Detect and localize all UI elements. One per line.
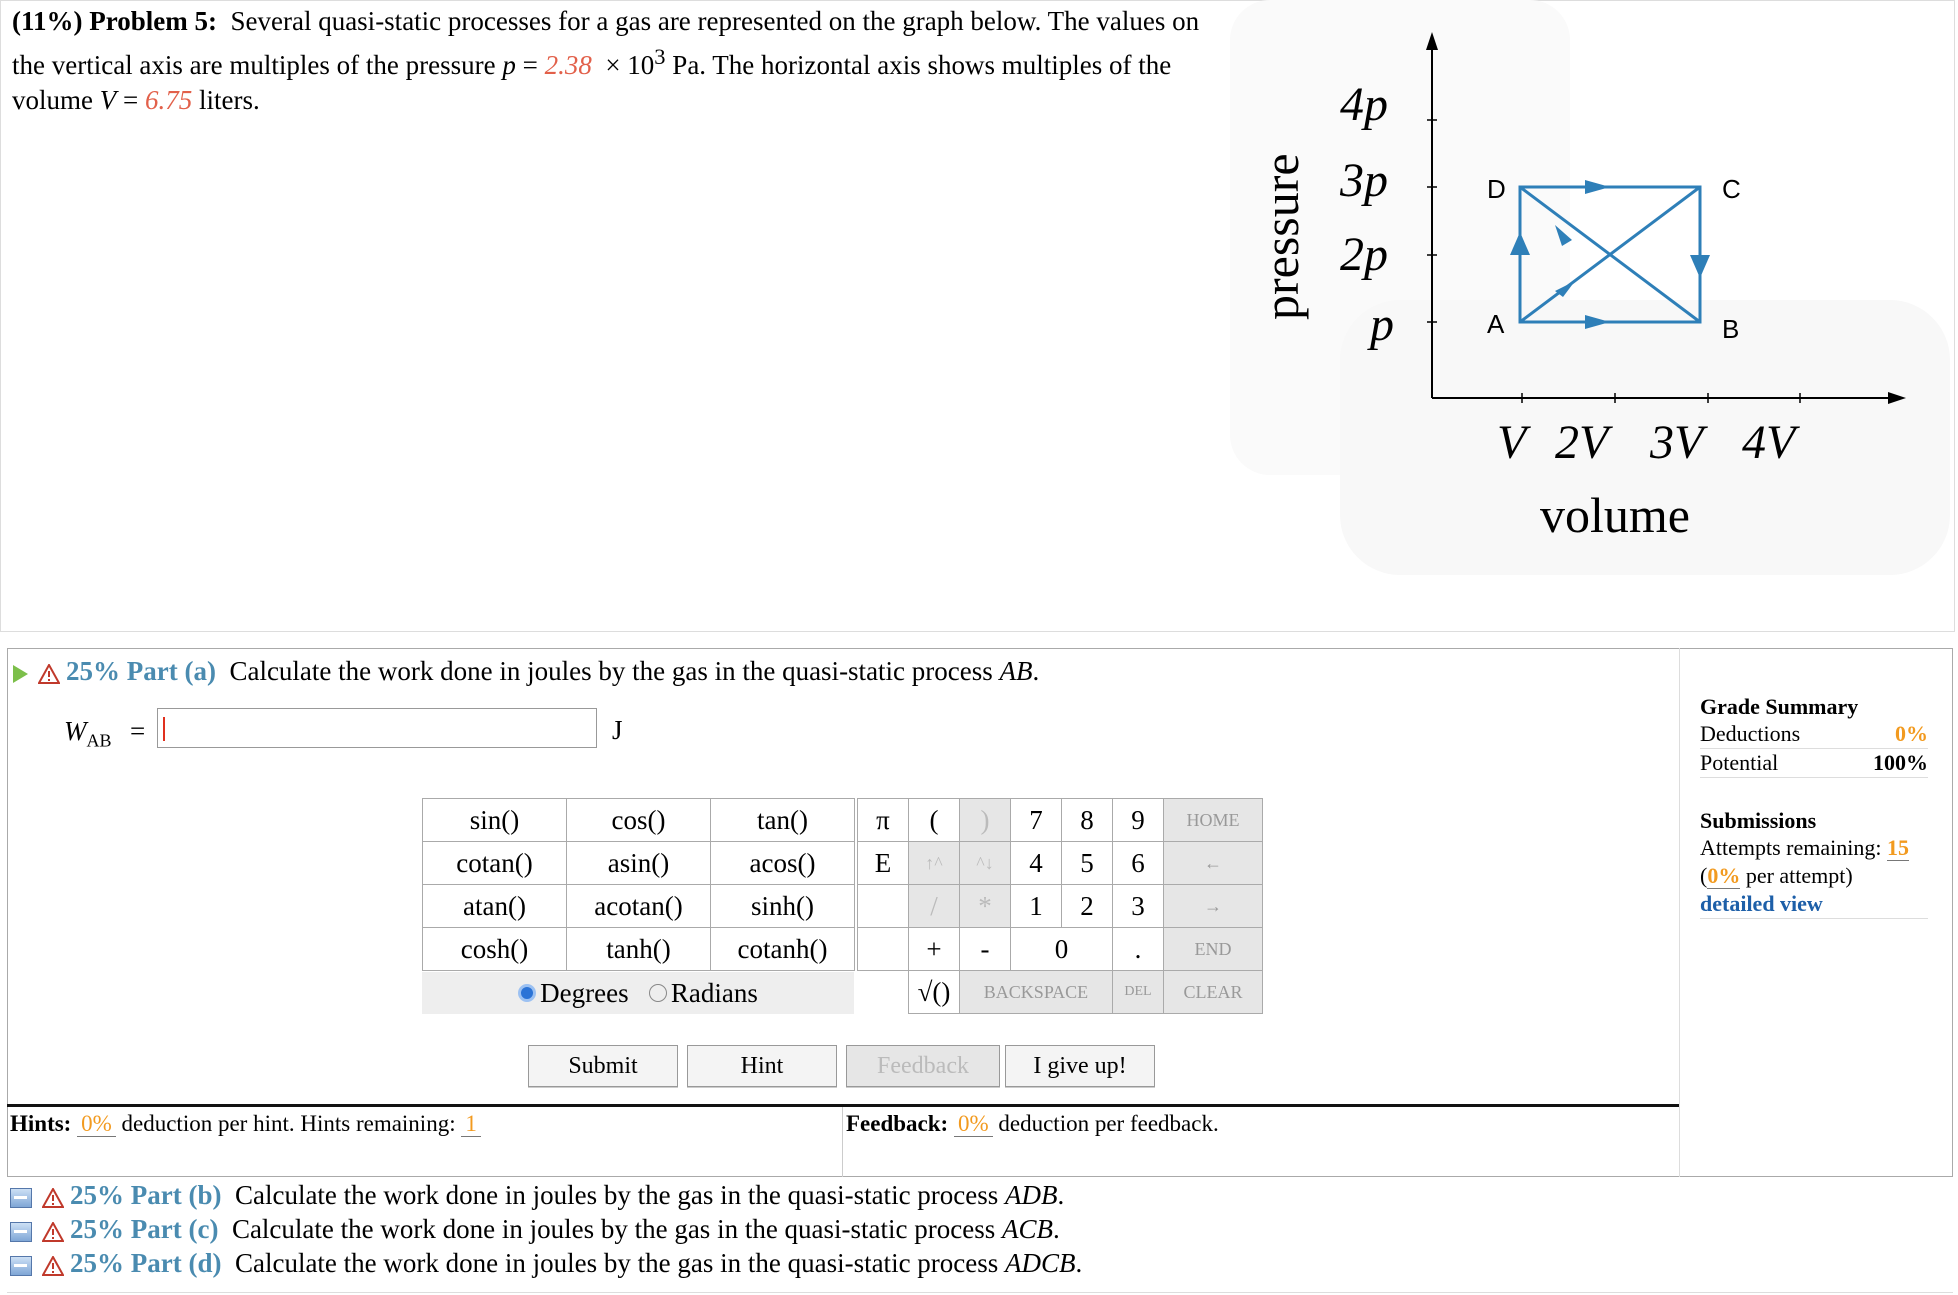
text-cursor bbox=[163, 717, 165, 741]
key-acotan[interactable]: acotan() bbox=[567, 885, 711, 928]
feedback-info: Feedback: 0% deduction per feedback. bbox=[846, 1111, 1219, 1136]
arrow-ad-icon bbox=[1510, 232, 1530, 255]
equals-sign: = bbox=[130, 716, 146, 746]
key-sinh[interactable]: sinh() bbox=[711, 885, 855, 928]
key-6[interactable]: 6 bbox=[1113, 842, 1164, 885]
degrees-radio[interactable] bbox=[518, 984, 536, 1002]
grade-summary-title: Grade Summary bbox=[1700, 694, 1859, 719]
key-del[interactable]: DEL bbox=[1113, 971, 1164, 1014]
key-e[interactable]: E bbox=[858, 842, 909, 885]
attempts-remaining: 15 bbox=[1886, 835, 1909, 860]
divider bbox=[7, 1104, 1679, 1107]
angle-mode-selector bbox=[422, 972, 854, 1014]
key-up[interactable]: ↑^ bbox=[909, 842, 960, 885]
key-1[interactable]: 1 bbox=[1011, 885, 1062, 928]
key-backspace[interactable]: BACKSPACE bbox=[960, 971, 1113, 1014]
hints-info: Hints: 0% deduction per hint. Hints remaining: 1 bbox=[10, 1111, 481, 1137]
problem-statement: (11%) Problem 5: Several quasi-static processes for a gas are represented on the graph below. The values on the vertical axis are multiples of the pressure $p = 2.38 \times 10^3$ Pa. The horizontal axis shows multiples of the volume V = 6.75 liters. bbox=[12, 6, 1200, 115]
arrow-ab-icon bbox=[1585, 315, 1610, 329]
warning-icon bbox=[38, 664, 60, 684]
key-close-paren[interactable]: ) bbox=[960, 799, 1011, 842]
volume-symbol: V bbox=[99, 85, 117, 115]
potential-value: 100% bbox=[1873, 750, 1928, 775]
pressure-times: × 10 bbox=[605, 50, 655, 80]
deductions-value: 0% bbox=[1895, 721, 1928, 746]
y-tick-2p: 2p bbox=[1340, 228, 1388, 281]
point-d-label: D bbox=[1487, 174, 1506, 204]
expand-triangle-icon[interactable] bbox=[13, 665, 28, 683]
point-c-label: C bbox=[1722, 174, 1741, 204]
grade-summary: Grade Summary Deductions 0% Potential 100% Submissions Attempts remaining: 15 (0% per attempt) detailed view bbox=[1700, 694, 1928, 919]
pressure-symbol: p bbox=[502, 50, 516, 80]
divider-sidebar bbox=[1679, 648, 1680, 1177]
radians-label: Radians bbox=[670, 978, 758, 1008]
key-9[interactable]: 9 bbox=[1113, 799, 1164, 842]
key-cotanh[interactable]: cotanh() bbox=[711, 928, 855, 971]
key-spacer bbox=[858, 971, 909, 1014]
key-left[interactable]: ← bbox=[1164, 842, 1263, 885]
warning-icon bbox=[42, 1256, 64, 1276]
key-right[interactable]: → bbox=[1164, 885, 1263, 928]
point-b-label: B bbox=[1722, 314, 1740, 344]
key-dot[interactable]: . bbox=[1113, 928, 1164, 971]
problem-text-2: Pa. The horizontal axis shows multiples of the volume bbox=[12, 50, 1172, 115]
volume-value: 6.75 bbox=[144, 85, 193, 115]
part-c-header[interactable]: 25% Part (c) Calculate the work done in joules by the gas in the quasi-static process ACB. bbox=[10, 1214, 1060, 1245]
key-clear[interactable]: CLEAR bbox=[1164, 971, 1263, 1014]
y-axis-title: pressure bbox=[1253, 153, 1309, 320]
pressure-value: 2.38 bbox=[544, 50, 592, 80]
key-down[interactable]: ^↓ bbox=[960, 842, 1011, 885]
feedback-button[interactable]: Feedback bbox=[846, 1045, 1000, 1087]
submissions-title: Submissions bbox=[1700, 808, 1817, 833]
answer-input[interactable] bbox=[157, 708, 597, 748]
key-plus[interactable]: + bbox=[909, 928, 960, 971]
key-minus[interactable]: - bbox=[960, 928, 1011, 971]
pv-diagram bbox=[1230, 0, 1930, 560]
degrees-label: Degrees bbox=[540, 978, 629, 1008]
key-open-paren[interactable]: ( bbox=[909, 799, 960, 842]
key-cosh[interactable]: cosh() bbox=[423, 928, 567, 971]
key-sqrt[interactable]: √() bbox=[909, 971, 960, 1014]
collapse-icon[interactable] bbox=[10, 1222, 32, 1242]
hint-button[interactable]: Hint bbox=[687, 1045, 837, 1087]
key-tan[interactable]: tan() bbox=[711, 799, 855, 842]
warning-icon bbox=[42, 1222, 64, 1242]
x-axis-title: volume bbox=[1540, 487, 1690, 543]
key-0[interactable]: 0 bbox=[1011, 928, 1113, 971]
key-8[interactable]: 8 bbox=[1062, 799, 1113, 842]
volume-unit: liters. bbox=[198, 85, 260, 115]
key-2[interactable]: 2 bbox=[1062, 885, 1113, 928]
key-3[interactable]: 3 bbox=[1113, 885, 1164, 928]
key-pi[interactable]: π bbox=[858, 799, 909, 842]
collapse-icon[interactable] bbox=[10, 1256, 32, 1276]
key-blank bbox=[858, 885, 909, 928]
key-blank-2 bbox=[858, 928, 909, 971]
submit-button[interactable]: Submit bbox=[528, 1045, 678, 1087]
part-a-percent: 25% bbox=[66, 656, 120, 686]
key-end[interactable]: END bbox=[1164, 928, 1263, 971]
key-cos[interactable]: cos() bbox=[567, 799, 711, 842]
key-cotan[interactable]: cotan() bbox=[423, 842, 567, 885]
part-d-header[interactable]: 25% Part (d) Calculate the work done in joules by the gas in the quasi-static process ADCB. bbox=[10, 1248, 1082, 1279]
arrow-cb-icon bbox=[1690, 255, 1710, 278]
feedback-deduction: 0% bbox=[954, 1111, 993, 1137]
part-b-header[interactable]: 25% Part (b) Calculate the work done in joules by the gas in the quasi-static process ADB. bbox=[10, 1180, 1064, 1211]
key-divide[interactable]: / bbox=[909, 885, 960, 928]
key-tanh[interactable]: tanh() bbox=[567, 928, 711, 971]
y-tick-p: p bbox=[1370, 298, 1394, 351]
x-tick-4v: 4V bbox=[1742, 416, 1796, 469]
collapse-icon[interactable] bbox=[10, 1188, 32, 1208]
detailed-view-link[interactable]: detailed view bbox=[1700, 891, 1823, 916]
process-paths bbox=[1520, 187, 1700, 322]
arrow-dc-icon bbox=[1585, 180, 1610, 194]
divider-vertical bbox=[842, 1107, 843, 1177]
part-a-process: AB bbox=[999, 656, 1033, 686]
arrow-db-icon bbox=[1555, 225, 1572, 246]
part-a-label: Part (a) bbox=[126, 656, 216, 686]
key-sin[interactable]: sin() bbox=[423, 799, 567, 842]
number-keypad bbox=[857, 798, 1263, 1014]
bottom-divider bbox=[7, 1292, 1953, 1293]
key-home[interactable]: HOME bbox=[1164, 799, 1263, 842]
warning-icon bbox=[42, 1188, 64, 1208]
key-asin[interactable]: asin() bbox=[567, 842, 711, 885]
x-tick-v: V bbox=[1497, 416, 1527, 469]
part-a-question: Calculate the work done in joules by the gas in the quasi-static process bbox=[229, 656, 993, 686]
hints-remaining: 1 bbox=[461, 1111, 481, 1137]
point-a-label: A bbox=[1487, 309, 1505, 339]
key-4[interactable]: 4 bbox=[1011, 842, 1062, 885]
function-keypad bbox=[422, 798, 855, 971]
answer-unit: J bbox=[612, 715, 623, 745]
x-tick-2v: 2V bbox=[1555, 416, 1609, 469]
problem-label: Problem 5: bbox=[89, 6, 217, 36]
part-a-header[interactable]: 25% Part (a) Calculate the work done in joules by the gas in the quasi-static process AB. bbox=[13, 652, 1039, 690]
key-atan[interactable]: atan() bbox=[423, 885, 567, 928]
y-tick-3p: 3p bbox=[1340, 154, 1388, 207]
x-tick-3v: 3V bbox=[1650, 416, 1704, 469]
hint-deduction: 0% bbox=[77, 1111, 116, 1137]
y-axis-arrow-icon bbox=[1426, 32, 1438, 50]
radians-radio[interactable] bbox=[649, 984, 667, 1002]
pressure-exponent: 3 bbox=[654, 44, 666, 69]
give-up-button[interactable]: I give up! bbox=[1005, 1045, 1155, 1087]
answer-variable: $W_{AB}$ bbox=[64, 716, 112, 751]
key-multiply[interactable]: * bbox=[960, 885, 1011, 928]
x-axis-arrow-icon bbox=[1888, 392, 1906, 404]
problem-text-1: Several quasi-static processes for a gas are represented on the graph below. The values on the vertical axis are multiples of the pressure bbox=[12, 6, 1200, 80]
problem-weight: (11%) bbox=[12, 6, 83, 36]
key-7[interactable]: 7 bbox=[1011, 799, 1062, 842]
y-tick-4p: 4p bbox=[1340, 78, 1388, 131]
key-5[interactable]: 5 bbox=[1062, 842, 1113, 885]
key-acos[interactable]: acos() bbox=[711, 842, 855, 885]
